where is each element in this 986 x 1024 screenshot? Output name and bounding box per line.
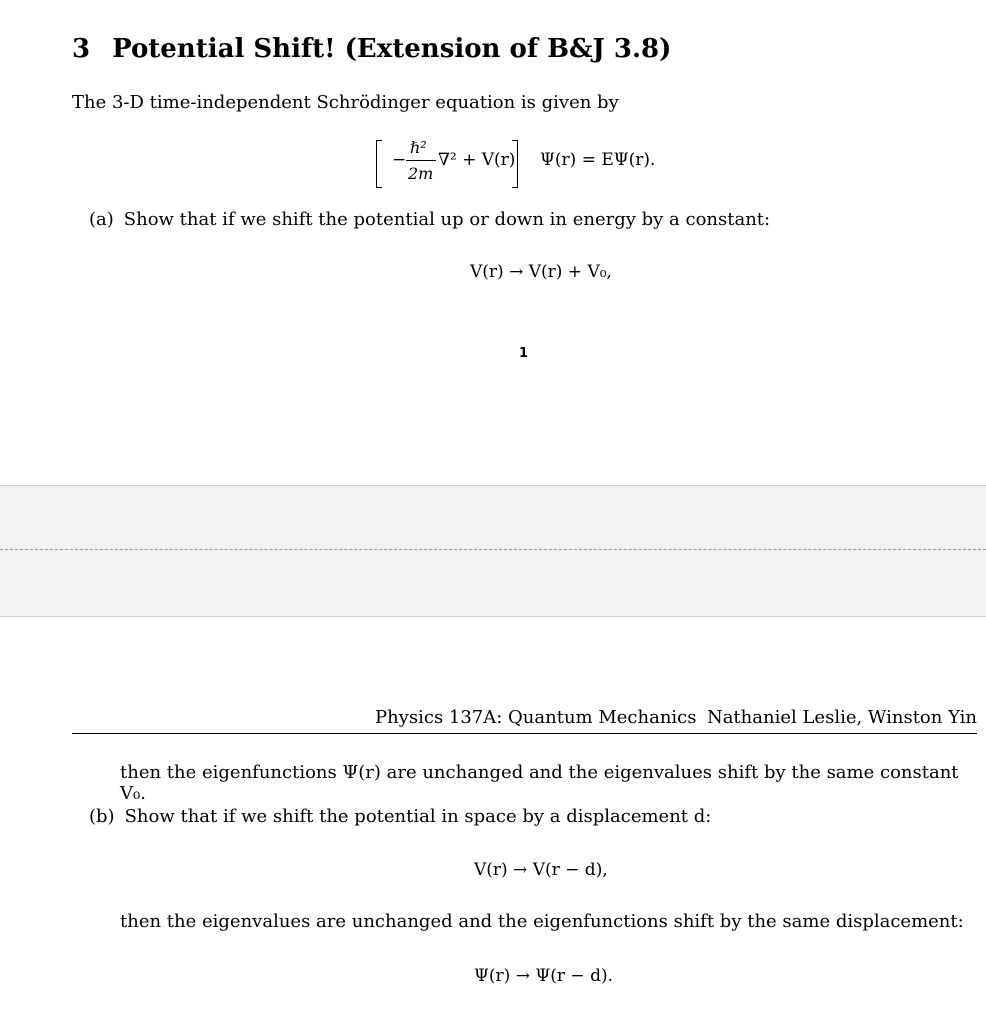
- eigenvalue-equation-rhs: Ψ(r) = EΨ(r).: [540, 150, 656, 170]
- part-b-continuation: then the eigenvalues are unchanged and the eigenfunctions shift by the same displacement:: [120, 911, 964, 932]
- page-break-gap: [0, 485, 986, 617]
- fraction-denominator: 2m: [408, 164, 434, 183]
- right-bracket: [512, 140, 518, 188]
- wavefunction-shift-equation: Ψ(r) → Ψ(r − d).: [474, 966, 613, 986]
- part-b-question: [89, 806, 711, 827]
- schrodinger-equation: [368, 138, 688, 192]
- section-title-text: Potential Shift! (Extension of B&J 3.8): [112, 34, 672, 64]
- section-title: [72, 34, 671, 64]
- intro-paragraph: The 3-D time-independent Schrödinger equation is given by: [72, 92, 619, 113]
- laplacian-potential-term: ∇² + V(r): [438, 150, 516, 170]
- fraction-bar: [406, 160, 436, 161]
- potential-shift-equation: V(r) → V(r) + V₀,: [470, 262, 612, 282]
- section-number: 3: [72, 34, 91, 64]
- part-a-continuation: then the eigenfunctions Ψ(r) are unchanged and the eigenvalues shift by the same constant V₀.: [120, 762, 959, 804]
- part-a-label: (a): [89, 209, 114, 230]
- page-number: 1: [519, 346, 529, 361]
- minus-sign: −: [392, 150, 407, 170]
- part-b-label: (b): [89, 806, 115, 827]
- fraction-numerator: ℏ²: [410, 138, 427, 157]
- displacement-equation: V(r) → V(r − d),: [474, 860, 608, 880]
- left-bracket: [376, 140, 382, 188]
- page-break-dashed-line: [0, 549, 986, 550]
- part-a-question: [89, 209, 770, 230]
- part-a-text: Show that if we shift the potential up or down in energy by a constant:: [123, 209, 771, 230]
- part-b-text: Show that if we shift the potential in space by a displacement d:: [124, 806, 712, 827]
- header-authors: Nathaniel Leslie, Winston Yin: [706, 707, 977, 728]
- page-header: [72, 705, 977, 734]
- header-course-title: Physics 137A: Quantum Mechanics: [375, 707, 697, 728]
